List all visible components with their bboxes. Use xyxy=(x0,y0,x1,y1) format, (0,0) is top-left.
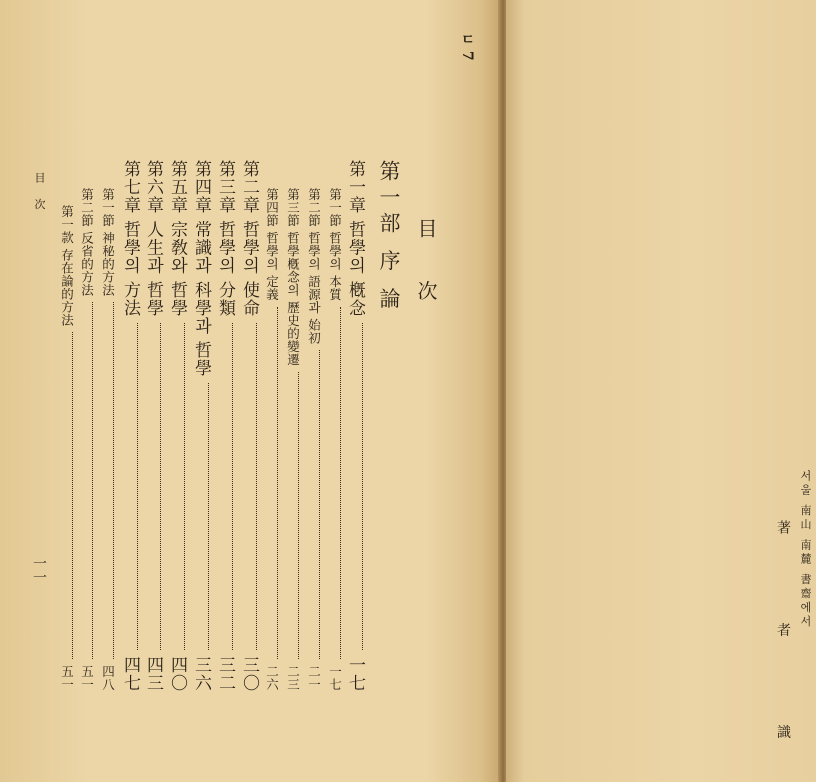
toc-chapter-7: 第七章 哲學의 方法 四七 xyxy=(120,160,140,692)
toc-chapter-6: 第六章 人生과 哲學 四三 xyxy=(143,160,163,692)
toc-section-7-1: 第一節 神秘的方法 四八 xyxy=(100,188,116,691)
running-head: 目 次 xyxy=(33,172,46,216)
toc-chapter-5: 第五章 宗敎와 哲學 四〇 xyxy=(167,160,187,692)
part-title: 第一部 序 論 xyxy=(377,160,401,314)
toc-section-1-1: 第一節 哲學의 本質 一七 xyxy=(327,188,343,691)
toc-section-1-4: 第四節 哲學의 定義 二六 xyxy=(264,188,280,691)
toc-chapter-4: 第四章 常識과 科學과 哲學 三六 xyxy=(191,160,211,692)
toc-chapter-2: 第二章 哲學의 使命 三〇 xyxy=(239,160,259,692)
preface-author: 著 者 識 xyxy=(775,520,791,781)
toc-title: 目 次 xyxy=(414,218,438,319)
toc-chapter-3: 第三章 哲學의 分類 三二 xyxy=(215,160,235,692)
toc-section-7-2: 第二節 反省的方法 五一 xyxy=(79,188,95,691)
top-mark: ㄷ 7 xyxy=(459,32,475,61)
toc-chapter-1: 第一章 哲學의 槪念 一七 xyxy=(345,160,365,692)
toc-section-1-2: 第二節 哲學의 語源과 始初 二一 xyxy=(306,188,322,691)
page-folio: 一一 xyxy=(31,556,47,584)
toc-section-1-3: 第三節 哲學槪念의 歷史的變遷 二三 xyxy=(285,188,301,691)
right-page xyxy=(506,0,816,782)
toc-subsection-7-2-1: 第一款 存在論的方法 五一 xyxy=(59,205,75,691)
preface-place: 서울 南山 南麓 書齋에서 xyxy=(799,470,812,630)
